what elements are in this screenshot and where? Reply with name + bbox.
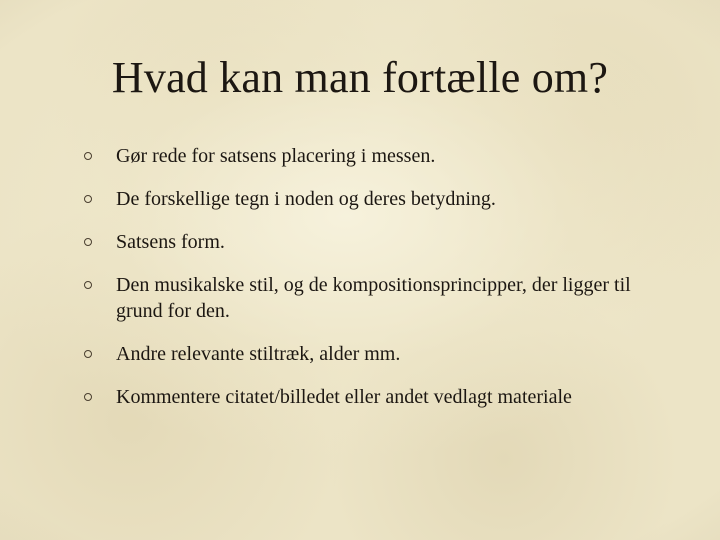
bullet-text: Den musikalske stil, og de kompositionsprincipper, der ligger til grund for den. — [116, 274, 631, 322]
bullet-text: Satsens form. — [116, 231, 225, 253]
bullet-text: Kommentere citatet/billedet eller andet vedlagt materiale — [116, 386, 572, 408]
circle-bullet-icon — [84, 350, 92, 358]
circle-bullet-icon — [84, 152, 92, 160]
bullet-text: Gør rede for satsens placering i messen. — [116, 145, 436, 167]
bullet-item-4 — [80, 272, 660, 324]
bullet-item-2 — [80, 186, 660, 212]
bullet-text: Andre relevante stiltræk, alder mm. — [116, 343, 401, 365]
bullet-item-1 — [80, 143, 660, 169]
bullet-list — [80, 143, 660, 427]
slide-title: Hvad kan man fortælle om? — [111, 53, 609, 102]
bullet-item-5 — [80, 341, 660, 367]
circle-bullet-icon — [84, 195, 92, 203]
circle-bullet-icon — [84, 281, 92, 289]
circle-bullet-icon — [84, 393, 92, 401]
circle-bullet-icon — [84, 238, 92, 246]
bullet-item-6 — [80, 384, 660, 410]
bullet-item-3 — [80, 229, 660, 255]
bullet-text: De forskellige tegn i noden og deres betydning. — [116, 188, 496, 210]
